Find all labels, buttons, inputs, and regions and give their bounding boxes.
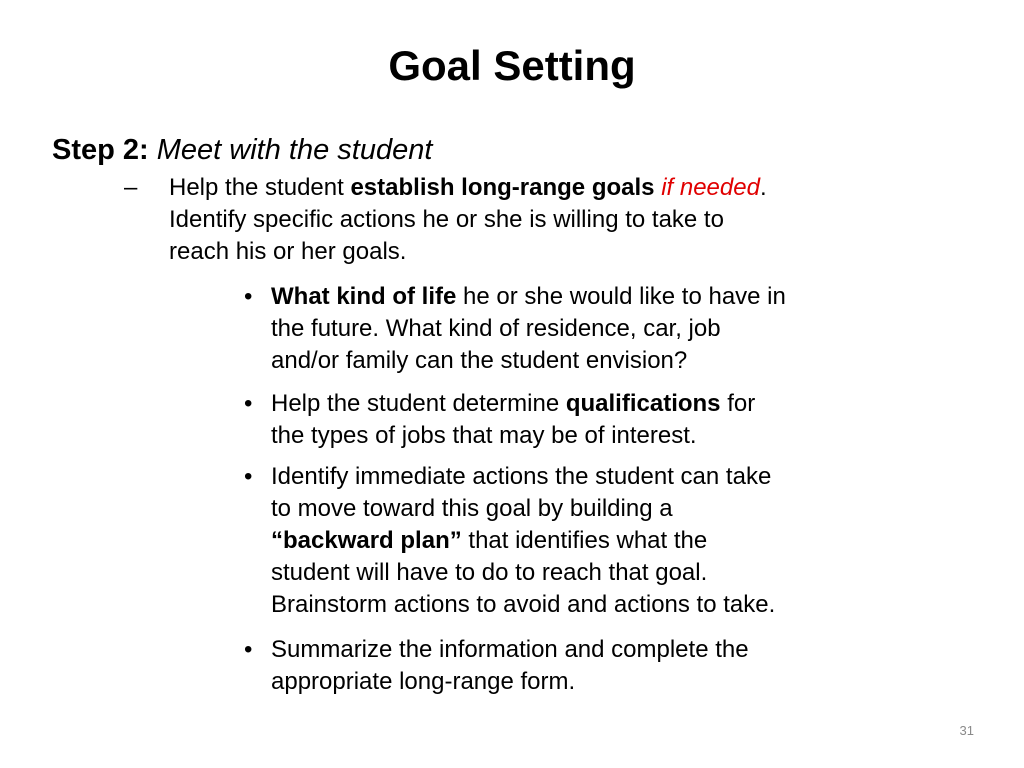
level2-line1-a: Help the student bbox=[169, 174, 351, 201]
level2-item bbox=[124, 172, 914, 268]
level2-line1-b: establish long-range goals bbox=[350, 174, 655, 201]
bullet2-line1-b: qualifications bbox=[565, 390, 721, 417]
bullet1-line1-b: he or she would like to have in bbox=[456, 283, 786, 310]
bullet3-line-4: student will have to do to reach that goal. bbox=[271, 559, 708, 586]
bullet4-line-2: appropriate long-range form. bbox=[271, 668, 576, 695]
bullet1-line1-a: What kind of life bbox=[271, 283, 457, 310]
level2-text bbox=[169, 172, 914, 268]
bullet3-line3-b: that identifies what the bbox=[461, 527, 708, 554]
slide-number: 31 bbox=[959, 723, 974, 738]
bullet-marker: • bbox=[244, 636, 253, 663]
bullet2-line1-c: for bbox=[720, 390, 756, 417]
bullet1-line-2: the future. What kind of residence, car, job bbox=[271, 315, 721, 342]
step-text: Meet with the student bbox=[156, 134, 433, 166]
bullet-marker: • bbox=[244, 283, 253, 310]
bullet3-line-5: Brainstorm actions to avoid and actions to take. bbox=[271, 591, 776, 618]
bullet-item-4 bbox=[244, 634, 964, 698]
bullet-text-1 bbox=[271, 281, 964, 377]
bullet-marker: • bbox=[244, 463, 253, 490]
bullet-item-1 bbox=[244, 281, 964, 377]
dash-marker: – bbox=[124, 174, 138, 201]
level2-line1-d: if needed bbox=[661, 174, 760, 201]
bullet1-line-3: and/or family can the student envision? bbox=[271, 347, 688, 374]
slide-title: Goal Setting bbox=[388, 42, 636, 89]
step-heading bbox=[52, 130, 432, 170]
step-label: Step 2: bbox=[52, 134, 149, 166]
level2-line-2: Identify specific actions he or she is willing to take to bbox=[169, 206, 724, 233]
level2-line-3: reach his or her goals. bbox=[169, 238, 407, 265]
bullet2-line-1 bbox=[271, 388, 964, 420]
bullet-text-2 bbox=[271, 388, 964, 452]
bullet3-line-3 bbox=[271, 525, 964, 557]
level2-line1-e: . bbox=[759, 174, 767, 201]
level2-line-1 bbox=[169, 172, 914, 204]
bullet3-line-2: to move toward this goal by building a bbox=[271, 495, 673, 522]
bullet2-line-2: the types of jobs that may be of interest. bbox=[271, 422, 697, 449]
bullet-item-2 bbox=[244, 388, 964, 452]
bullet-text-4 bbox=[271, 634, 964, 698]
bullet4-line-1: Summarize the information and complete the bbox=[271, 636, 749, 663]
bullet1-line-1 bbox=[271, 281, 964, 313]
bullet-item-3 bbox=[244, 461, 964, 621]
bullet3-line3-a: “backward plan” bbox=[271, 527, 462, 554]
bullet3-line-1: Identify immediate actions the student can take bbox=[271, 463, 772, 490]
bullet-text-3 bbox=[271, 461, 964, 621]
bullet-marker: • bbox=[244, 390, 253, 417]
bullet2-line1-a: Help the student determine bbox=[271, 390, 566, 417]
